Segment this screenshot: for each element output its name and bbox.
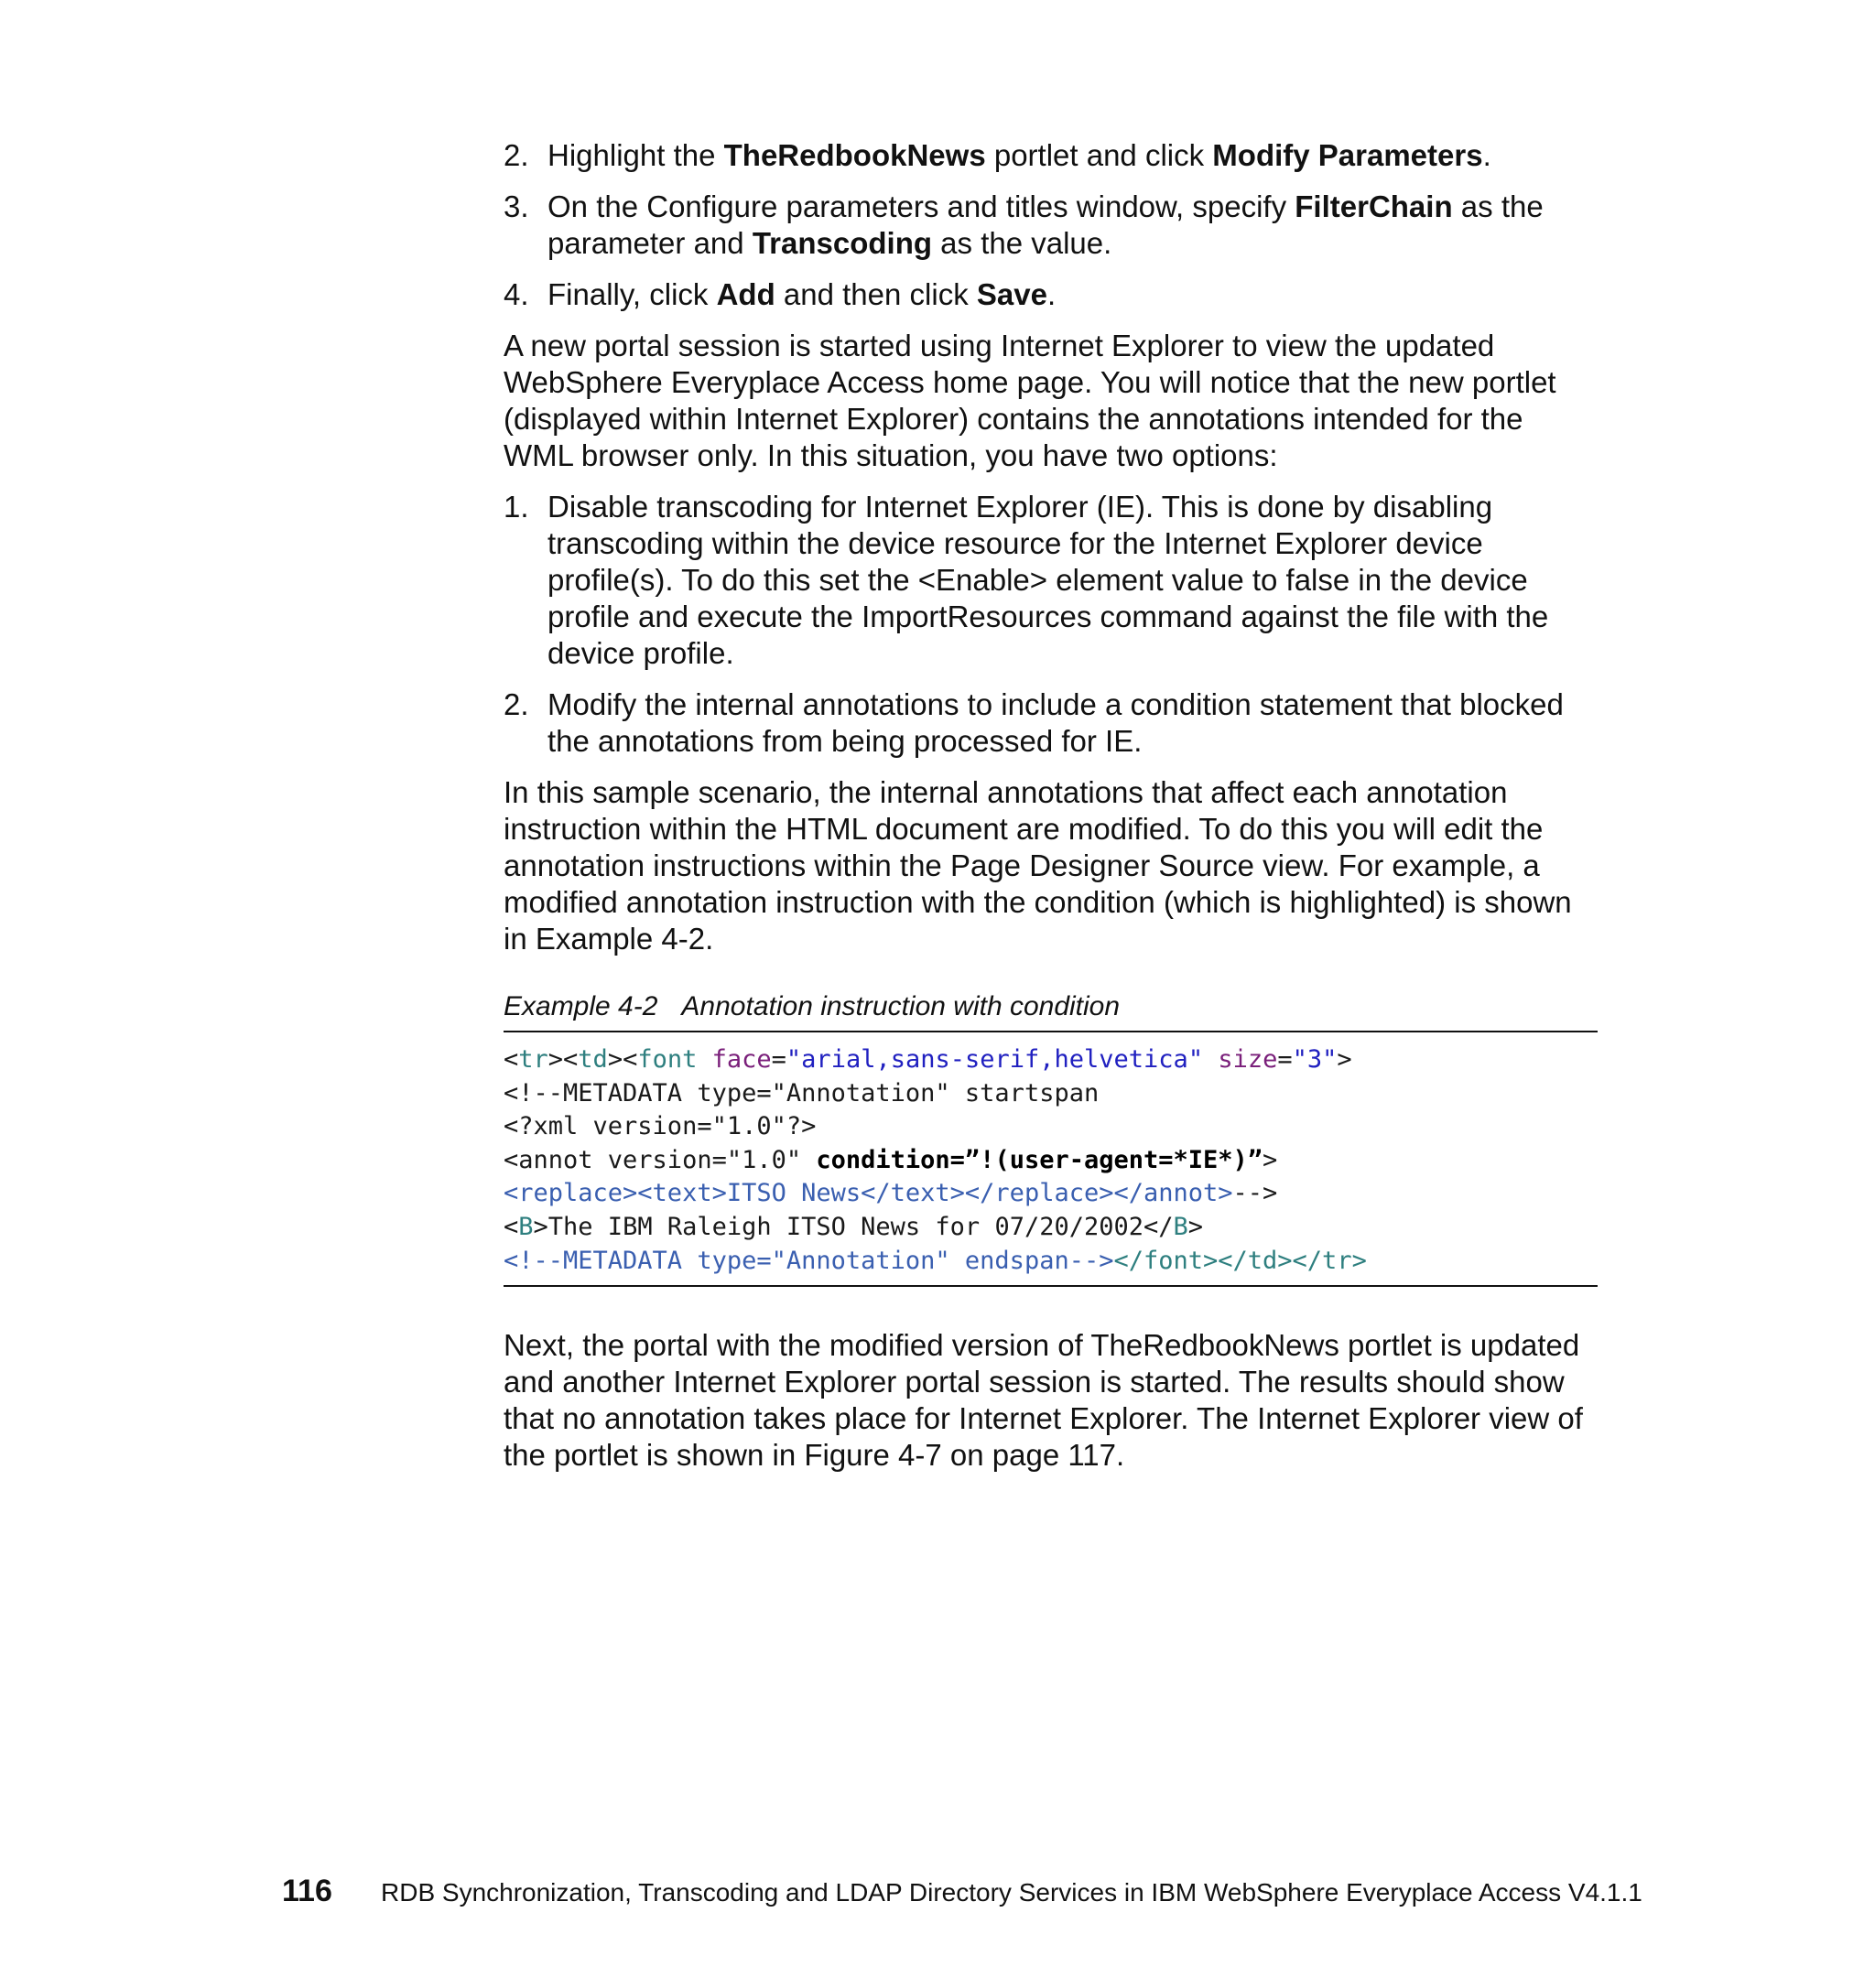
code-line (504, 1043, 1598, 1077)
code-token: = (771, 1045, 786, 1074)
code-token: condition=”!(user-agent=*IE*)” (816, 1145, 1263, 1174)
intro-paragraph: A new portal session is started using Internet Explorer to view the updated WebSphere Everyplace Access home page. You will notice that the new portlet (displayed within Internet Explorer) contains the annotations intended for the WML browser only. In this situation, you have two options: (504, 329, 1556, 472)
code-token: --> (1232, 1179, 1278, 1208)
list-number: 2. (504, 138, 529, 172)
code-line (504, 1245, 1598, 1279)
code-token: </font></td></tr> (1113, 1246, 1367, 1275)
example-title: Annotation instruction with condition (681, 991, 1121, 1021)
bold-term: Transcoding (752, 226, 933, 260)
step-item (504, 189, 1598, 262)
step-item (504, 276, 1598, 313)
code-token: < (504, 1212, 519, 1241)
list-text: Disable transcoding for Internet Explorer (IE). This is done by disabling transcoding within the device resource for the Internet Explorer device profile(s). To do this set the <Enable> element value to false in the device profile and execute the ImportResources command against the file with the device profile. (547, 490, 1549, 670)
list-text: . (1482, 138, 1491, 172)
code-token: "3" (1292, 1045, 1338, 1074)
code-line (504, 1177, 1598, 1211)
list-text: portlet and click (985, 138, 1213, 172)
code-token: > (1263, 1145, 1278, 1174)
code-token: font (637, 1045, 698, 1074)
list-text: as the parameter and (547, 189, 1544, 260)
code-line (504, 1110, 1598, 1144)
page-number: 116 (282, 1874, 332, 1908)
book-title: RDB Synchronization, Transcoding and LDAP Directory Services in IBM WebSphere Everyplace Access V4.1.1 (381, 1878, 1642, 1907)
code-token: "arial,sans-serif,helvetica" (786, 1045, 1204, 1074)
list-number: 2. (504, 687, 529, 721)
code-token: <!--METADATA type="Annotation" startspan (504, 1078, 1100, 1107)
option-item (504, 686, 1598, 760)
code-line (504, 1144, 1598, 1178)
code-token: face (711, 1045, 772, 1074)
example-label: Example 4-2 (504, 991, 658, 1021)
code-token: <annot version="1.0" (504, 1145, 817, 1174)
code-token: <?xml version="1.0"?> (504, 1112, 817, 1141)
code-token: >< (607, 1045, 638, 1074)
code-token (697, 1045, 711, 1074)
page-footer (282, 1873, 1655, 1911)
option-item (504, 489, 1598, 672)
code-token: > (1337, 1045, 1352, 1074)
page-content (504, 137, 1598, 1488)
code-token: >The IBM Raleigh ITSO News for 07/20/2002</ (533, 1212, 1174, 1241)
code-token: size (1218, 1045, 1278, 1074)
list-text: Modify the internal annotations to include a condition statement that blocked the annotations from being processed for IE. (547, 687, 1564, 758)
list-text: Highlight the (547, 138, 724, 172)
bold-term: Add (716, 277, 775, 311)
code-token: td (578, 1045, 608, 1074)
code-line (504, 1077, 1598, 1111)
step-item (504, 137, 1598, 174)
bold-term: Modify Parameters (1212, 138, 1483, 172)
bold-term: FilterChain (1295, 189, 1453, 223)
code-token: B (1173, 1212, 1188, 1241)
list-number: 4. (504, 277, 529, 311)
bold-term: Save (976, 277, 1047, 311)
code-token: < (504, 1045, 519, 1074)
list-text: and then click (775, 277, 977, 311)
code-line (504, 1211, 1598, 1245)
bold-term: TheRedbookNews (723, 138, 986, 172)
conclusion-paragraph: Next, the portal with the modified version of TheRedbookNews portlet is updated and another Internet Explorer portal session is started. The results should show that no annotation takes place for Internet Explorer. The Internet Explorer view of the portlet is shown in Figure 4-7 on page 117. (504, 1328, 1583, 1473)
example-caption (504, 989, 1598, 1031)
list-text: Finally, click (547, 277, 717, 311)
code-token: >< (547, 1045, 579, 1074)
code-token: > (1187, 1212, 1204, 1241)
code-token: = (1277, 1045, 1293, 1074)
list-number: 1. (504, 490, 529, 524)
list-text: . (1046, 277, 1057, 311)
scenario-paragraph: In this sample scenario, the internal annotations that affect each annotation instruction within the HTML document are modified. To do this you will edit the annotation instructions within the Page Designer Source view. For example, a modified annotation instruction with the condition (which is highlighted) is shown in Example 4-2. (504, 775, 1572, 956)
code-token: <replace><text>ITSO News</text></replace></annot> (504, 1179, 1233, 1208)
list-number: 3. (504, 189, 529, 223)
steps-list (504, 137, 1598, 313)
code-token (1203, 1045, 1218, 1074)
code-token: tr (518, 1045, 548, 1074)
code-token: <!--METADATA type="Annotation" endspan--> (504, 1246, 1114, 1275)
code-example (504, 1031, 1598, 1287)
options-list (504, 489, 1598, 760)
code-token: B (518, 1212, 534, 1241)
list-text: as the value. (932, 226, 1112, 260)
list-text: On the Configure parameters and titles window, specify (547, 189, 1295, 223)
